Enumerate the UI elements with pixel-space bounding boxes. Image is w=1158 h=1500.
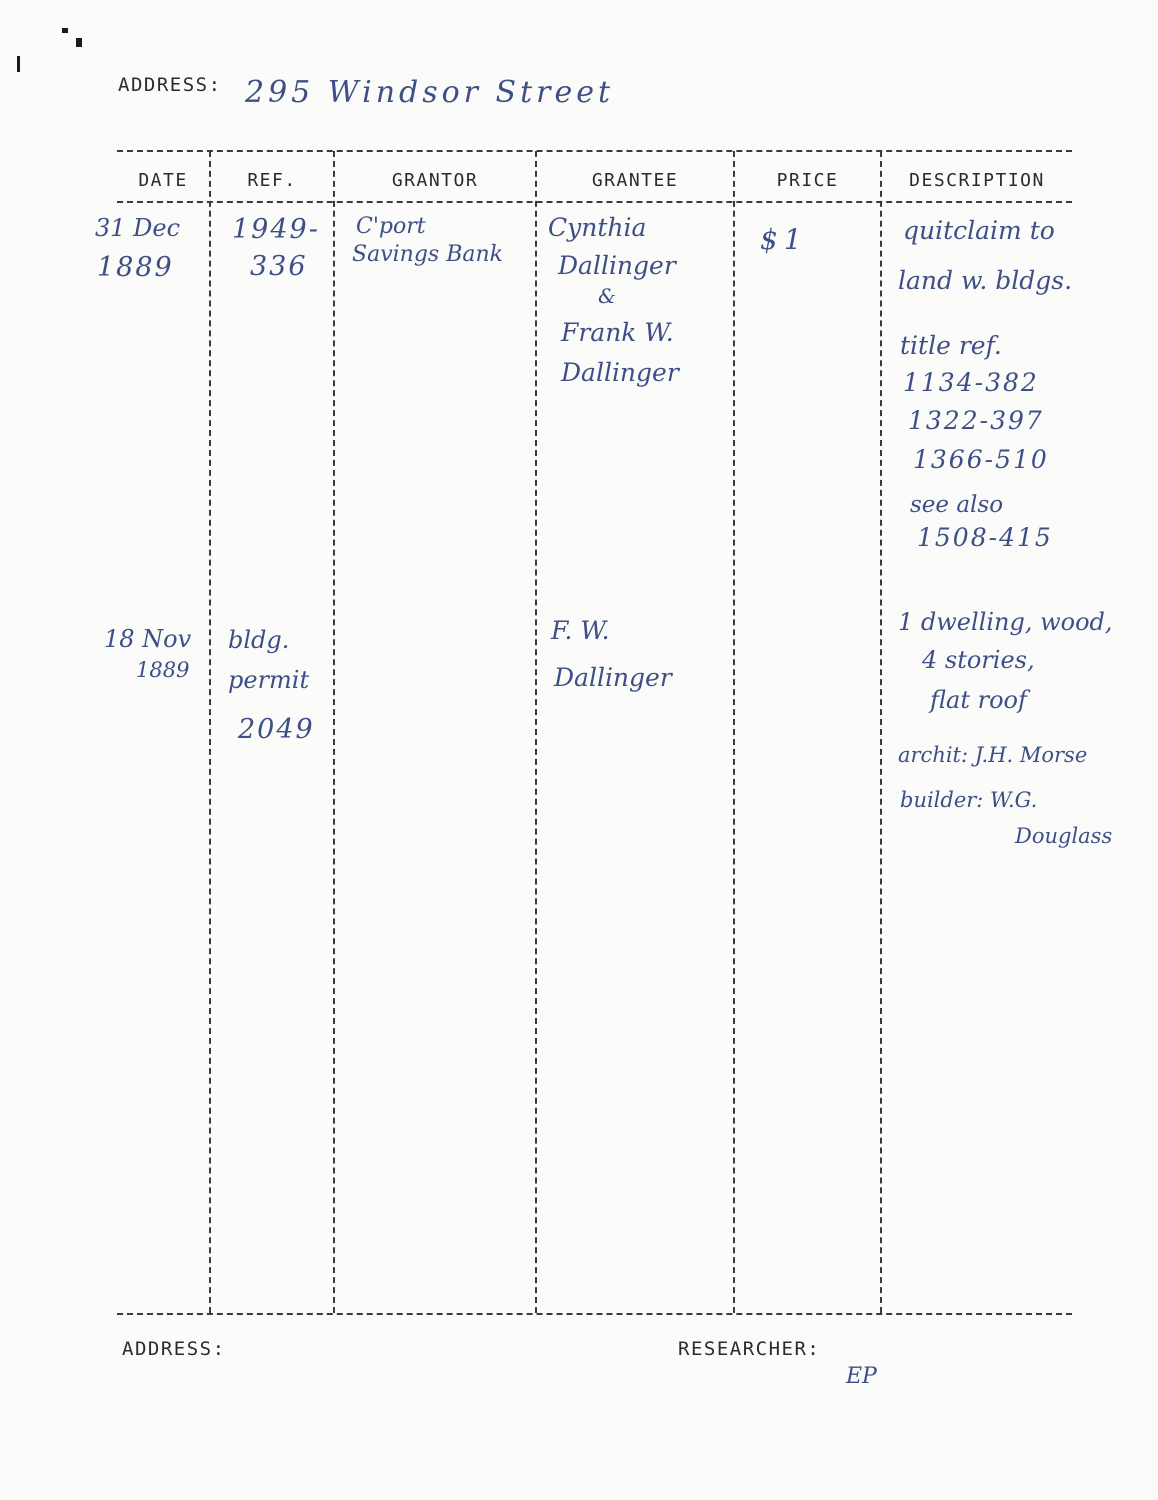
column-header-grantee: GRANTEE xyxy=(591,170,679,191)
column-header-grantor: GRANTOR xyxy=(391,170,479,191)
row1-grantee-line3: & xyxy=(598,284,616,308)
table-top-rule xyxy=(117,150,1072,152)
row1-grantee-line5: Dallinger xyxy=(561,358,679,387)
row1-description-line: land w. bldgs. xyxy=(898,266,1073,295)
row2-description-line: archit: J.H. Morse xyxy=(898,743,1088,767)
row2-description-line: Douglass xyxy=(1015,824,1113,848)
column-divider xyxy=(880,151,882,1313)
row2-ref-line1: bldg. xyxy=(228,626,290,654)
address-value: 295 Windsor Street xyxy=(245,75,615,110)
column-header-date: DATE xyxy=(138,170,188,191)
row1-ref-line1: 1949- xyxy=(232,214,320,245)
row1-grantor-line2: Savings Bank xyxy=(352,242,503,267)
column-divider xyxy=(209,151,211,1313)
address-label: ADDRESS: xyxy=(118,74,222,96)
footer-address-label: ADDRESS: xyxy=(122,1338,226,1360)
row1-description-line: title ref. xyxy=(900,331,1002,360)
row1-description-line: quitclaim to xyxy=(903,216,1055,245)
column-header-description: DESCRIPTION xyxy=(909,170,1045,191)
table-bottom-rule xyxy=(117,1313,1072,1315)
row2-description-line: 4 stories, xyxy=(922,646,1035,674)
row1-description-line: 1508-415 xyxy=(917,523,1053,552)
row2-description-line: 1 dwelling, wood, xyxy=(898,608,1113,636)
corner-mark xyxy=(62,28,68,33)
column-divider xyxy=(733,151,735,1313)
column-divider xyxy=(333,151,335,1313)
header-bottom-rule xyxy=(117,201,1072,203)
row1-description-line: 1366-510 xyxy=(913,445,1049,474)
column-header-ref: REF. xyxy=(247,170,297,191)
row2-grantee-line1: F. W. xyxy=(551,616,610,645)
row1-description-line: 1134-382 xyxy=(903,368,1039,397)
row2-date: 18 Nov xyxy=(104,625,192,653)
corner-mark xyxy=(76,38,82,47)
row1-grantee-line1: Cynthia xyxy=(548,213,647,242)
researcher-label: RESEARCHER: xyxy=(678,1338,821,1360)
researcher-value: EP xyxy=(846,1364,877,1389)
row2-description-line: flat roof xyxy=(930,686,1027,714)
row1-ref-line2: 336 xyxy=(250,251,308,282)
corner-mark xyxy=(17,56,20,72)
row2-grantee-line2: Dallinger xyxy=(554,663,672,692)
row1-grantor-line1: C'port xyxy=(356,214,426,239)
row2-ref-line3: 2049 xyxy=(238,714,315,745)
row2-ref-line2: permit xyxy=(228,666,310,694)
row1-description-line: see also xyxy=(910,492,1004,518)
row2-year: 1889 xyxy=(136,658,190,682)
row1-grantee-line4: Frank W. xyxy=(561,318,674,347)
column-header-price: PRICE xyxy=(776,170,839,191)
row1-description-line: 1322-397 xyxy=(908,406,1044,435)
row1-price: $1 xyxy=(760,223,808,256)
column-divider xyxy=(535,151,537,1313)
row1-year: 1889 xyxy=(97,252,174,283)
row1-grantee-line2: Dallinger xyxy=(558,251,676,280)
row2-description-line: builder: W.G. xyxy=(900,788,1038,812)
row1-date: 31 Dec xyxy=(95,214,181,242)
